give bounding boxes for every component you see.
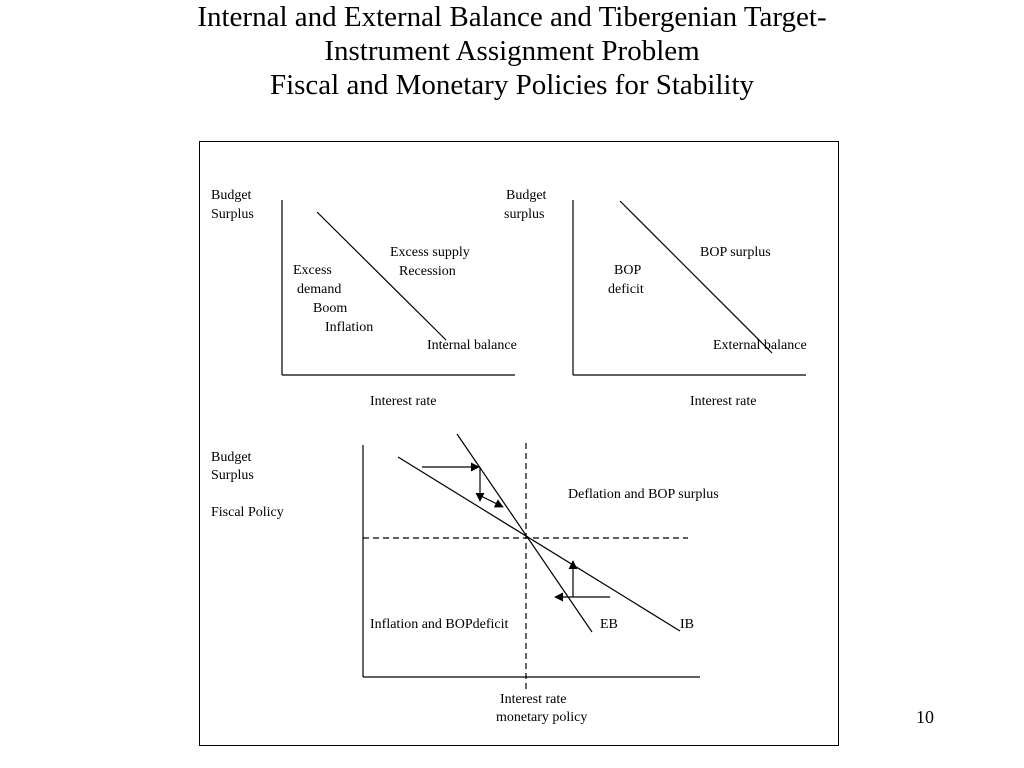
title-line-2: Instrument Assignment Problem — [324, 35, 700, 67]
eb-curve — [457, 434, 592, 632]
excess-supply-label: Excess supply — [390, 245, 470, 260]
demand-label: demand — [297, 282, 342, 297]
external-balance-panel — [504, 188, 807, 409]
recession-label: Recession — [399, 264, 456, 279]
external-balance-curve — [620, 201, 772, 353]
assignment-x-label-2: monetary policy — [496, 710, 588, 725]
bop-surplus-label: BOP surplus — [700, 245, 771, 260]
external-y-label-2: surplus — [504, 207, 545, 222]
internal-y-label-1: Budget — [211, 188, 252, 203]
boom-label: Boom — [313, 301, 348, 316]
internal-x-label: Interest rate — [370, 394, 437, 409]
external-y-label-1: Budget — [506, 188, 547, 203]
external-x-label: Interest rate — [690, 394, 757, 409]
internal-balance-panel — [211, 188, 517, 409]
assignment-panel — [211, 434, 719, 725]
inflation-label: Inflation — [325, 320, 374, 335]
ib-label: IB — [680, 617, 694, 632]
title-line-3: Fiscal and Monetary Policies for Stability — [269, 69, 755, 101]
slide-number: 10 — [916, 707, 934, 727]
upper-region-label: Deflation and BOP surplus — [568, 487, 719, 502]
fiscal-policy-label: Fiscal Policy — [211, 505, 284, 520]
bop-label: BOP — [614, 263, 642, 278]
title-line-1: Internal and External Balance and Tibergenian Target- — [197, 1, 827, 33]
external-balance-label: External balance — [713, 338, 807, 353]
deficit-label: deficit — [608, 282, 644, 297]
internal-balance-label: Internal balance — [427, 338, 517, 353]
assignment-y-label-1: Budget — [211, 450, 252, 465]
internal-y-label-2: Surplus — [211, 207, 254, 222]
lower-region-label: Inflation and BOPdeficit — [370, 617, 509, 632]
assignment-y-label-2: Surplus — [211, 468, 254, 483]
assignment-x-label-1: Interest rate — [500, 692, 567, 707]
excess-label: Excess — [293, 263, 332, 278]
eb-label: EB — [600, 617, 618, 632]
ib-curve — [398, 457, 680, 631]
